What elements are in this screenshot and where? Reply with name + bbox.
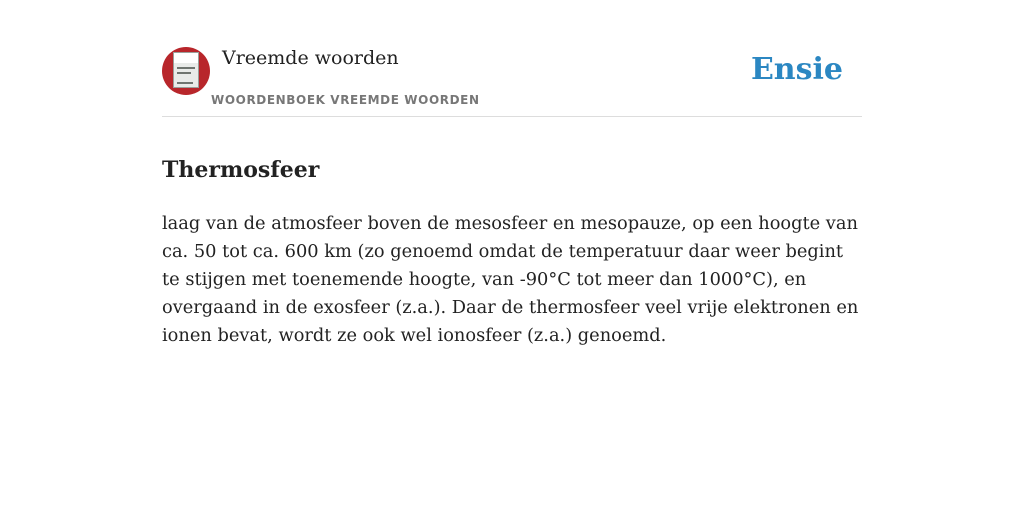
- book-cover-line: [177, 82, 193, 84]
- book-cover-line: [177, 67, 195, 69]
- ensie-logo-link[interactable]: Ensie: [750, 52, 843, 87]
- source-title-link[interactable]: Vreemde woorden: [222, 47, 399, 69]
- entry-definition: laag van de atmosfeer boven de mesosfeer en mesopauze, op een hoogte van ca. 50 tot ca. 600 km (zo genoemd omdat de temperatuur daar weer begint te stijgen met toenemende hoogte, van -90°C tot meer dan 1000°C), en overgaand in de exosfeer (z.a.). Daar de thermosfeer veel vrije elektronen en ionen bevat, wordt ze ook wel ionosfeer (z.a.) genoemd.: [162, 212, 859, 346]
- source-subtitle: WOORDENBOEK VREEMDE WOORDEN: [211, 93, 480, 107]
- entry-title: Thermosfeer: [162, 156, 320, 183]
- book-cover-title-band: [174, 53, 198, 63]
- book-cover-icon: [173, 52, 199, 88]
- source-avatar[interactable]: [162, 47, 210, 95]
- header: [162, 44, 862, 117]
- book-cover-line: [177, 72, 191, 74]
